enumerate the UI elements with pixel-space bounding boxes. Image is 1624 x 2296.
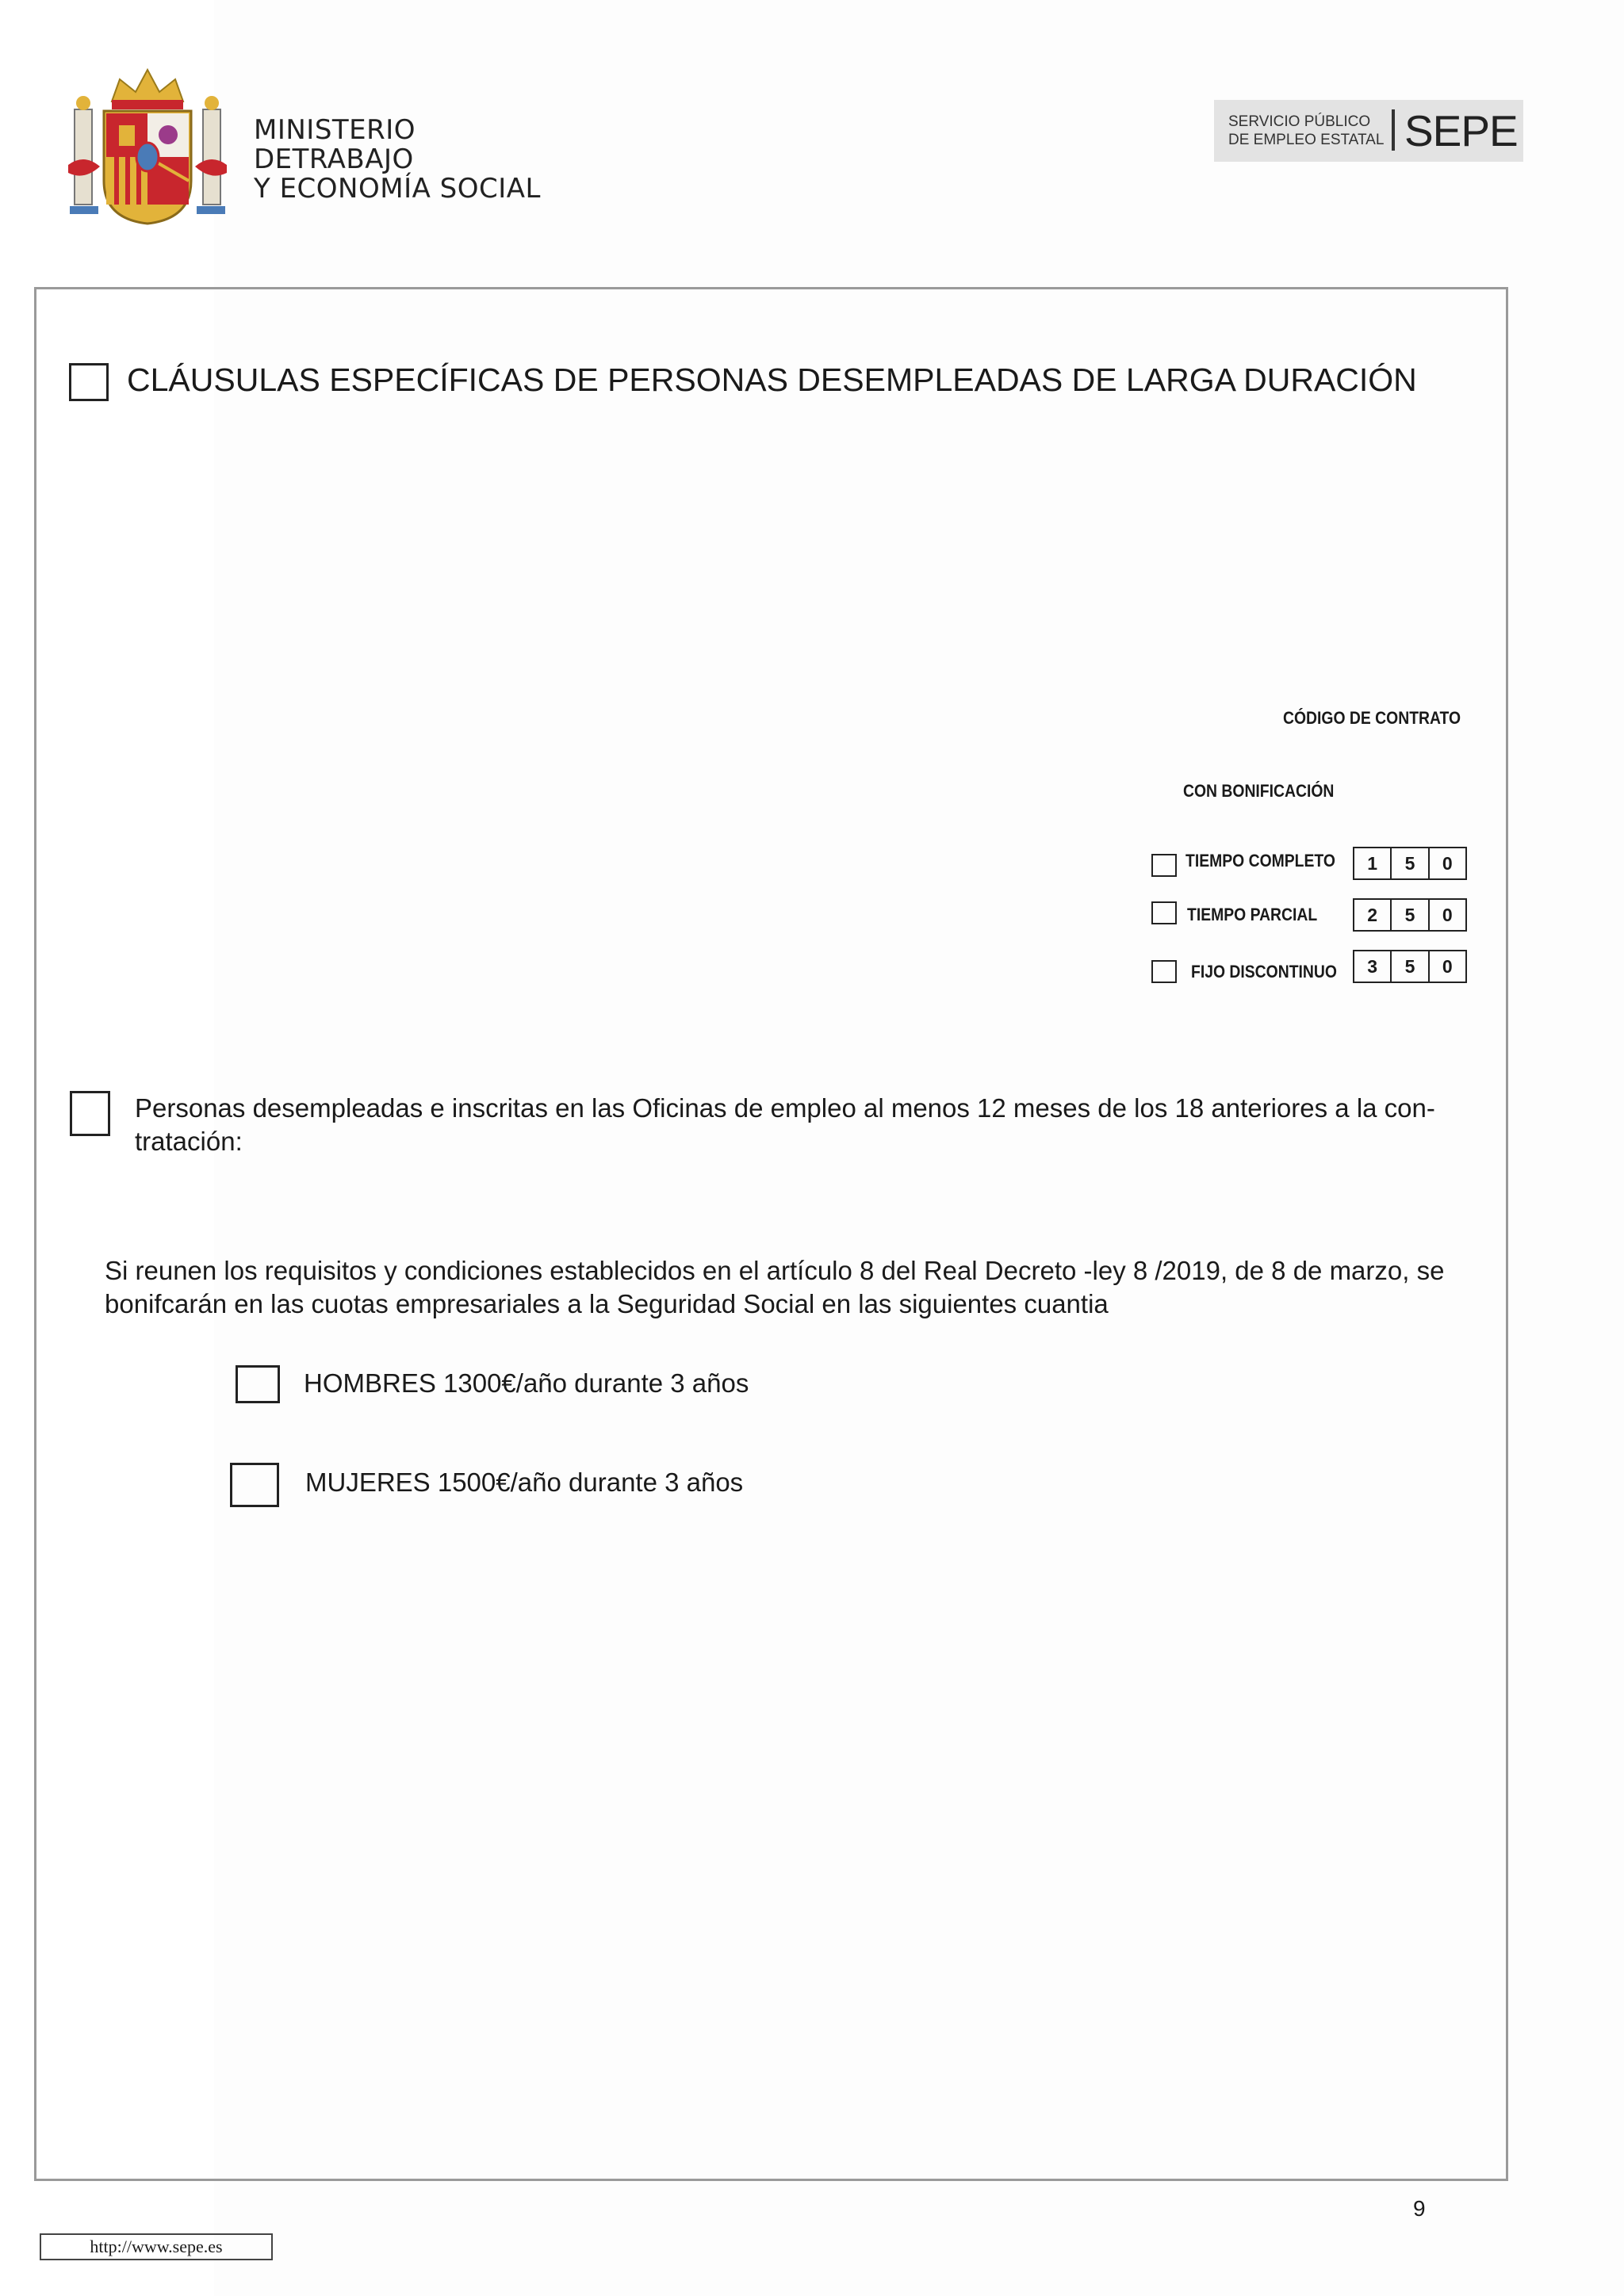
hombres-label: HOMBRES 1300€/año durante 3 años — [304, 1368, 749, 1398]
sepe-separator — [1392, 109, 1395, 151]
code-digit: 0 — [1428, 848, 1465, 878]
eligibility-text: Personas desempleadas e inscritas en las Oficinas de empleo al menos 12 meses de los 18 anteriores a la con-tratación: — [135, 1093, 1435, 1156]
code-digit: 5 — [1390, 848, 1427, 878]
code-box-tiempo-parcial — [1353, 898, 1467, 932]
bonus-label: CON BONIFICACIÓN — [1183, 781, 1335, 801]
tiempo-parcial-checkbox[interactable] — [1151, 901, 1177, 924]
sepe-wordmark: SEPE — [1404, 106, 1518, 155]
sepe-subtitle: SERVICIO PÚBLICO DE EMPLEO ESTATAL — [1228, 113, 1385, 148]
code-digit: 5 — [1390, 900, 1427, 930]
mujeres-label: MUJERES 1500€/año durante 3 años — [305, 1468, 744, 1497]
section-title: CLÁUSULAS ESPECÍFICAS DE PERSONAS DESEMPLEADAS DE LARGA DURACIÓN — [127, 362, 1417, 398]
tiempo-completo-checkbox[interactable] — [1151, 854, 1177, 877]
code-digit: 5 — [1390, 951, 1427, 982]
sepe-logo — [1214, 100, 1523, 162]
ministry-name: MINISTERIO DETRABAJO Y ECONOMÍA SOCIAL — [254, 114, 541, 205]
hombres-checkbox[interactable] — [236, 1365, 280, 1403]
footer-url-text: http://www.sepe.es — [90, 2237, 223, 2256]
tiempo-completo-label: TIEMPO COMPLETO — [1185, 851, 1335, 871]
requirements-text: Si reunen los requisitos y condiciones establecidos en el artículo 8 del Real Decreto -ley 8 /2019, de 8 de marzo, se bonifcarán en las cuotas empresariales a la Seguridad Social en las siguientes cuantia — [105, 1256, 1445, 1318]
tiempo-parcial-label: TIEMPO PARCIAL — [1187, 905, 1318, 924]
mujeres-checkbox[interactable] — [230, 1463, 279, 1507]
footer-url-link[interactable] — [40, 2233, 273, 2260]
form-frame — [34, 287, 1508, 2181]
code-box-tiempo-completo — [1353, 847, 1467, 880]
code-digit: 0 — [1428, 900, 1465, 930]
page-number: 9 — [1413, 2196, 1426, 2221]
coat-of-arms-logo — [68, 62, 227, 227]
code-digit: 2 — [1367, 904, 1378, 925]
contract-code-label: CÓDIGO DE CONTRATO — [1283, 708, 1461, 728]
code-digit: 0 — [1428, 951, 1465, 982]
eligibility-checkbox[interactable] — [70, 1091, 110, 1136]
code-digit: 1 — [1367, 852, 1378, 874]
fijo-discontinuo-label: FIJO DISCONTINUO — [1191, 962, 1337, 982]
code-digit: 3 — [1367, 955, 1378, 977]
code-box-fijo-discontinuo — [1353, 950, 1467, 983]
title-checkbox[interactable] — [69, 363, 109, 401]
fijo-discontinuo-checkbox[interactable] — [1151, 960, 1177, 983]
